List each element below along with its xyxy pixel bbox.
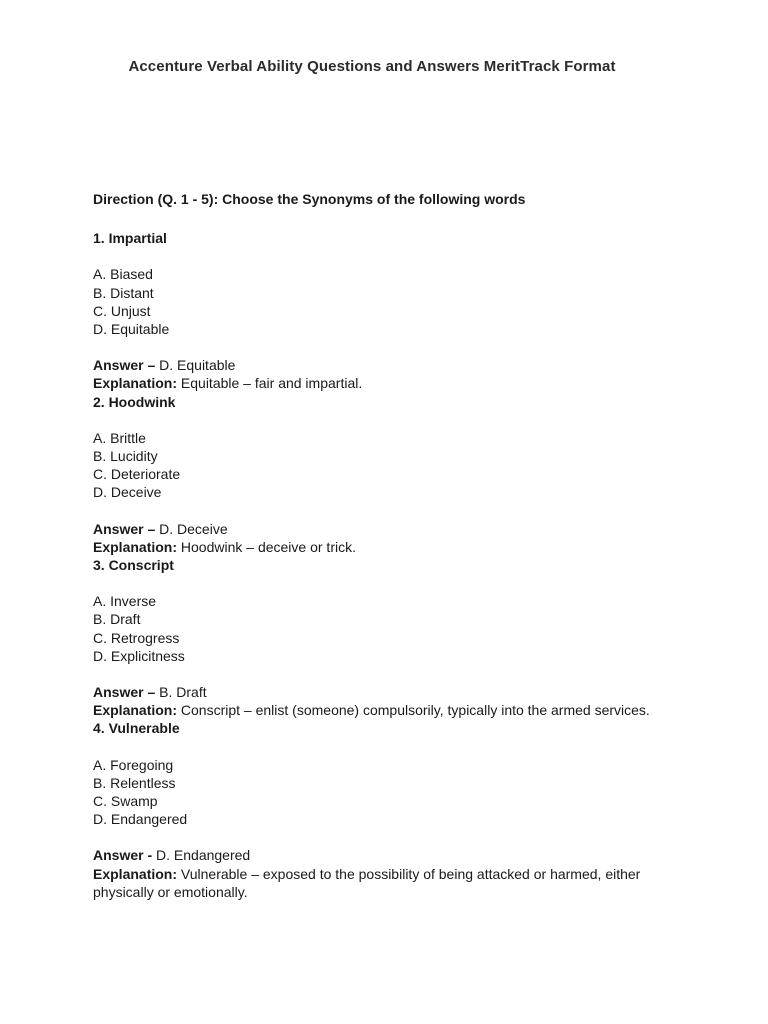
explanation-text: Vulnerable – exposed to the possibility of being attacked or harmed, either physically or emotionally. bbox=[93, 865, 641, 900]
document-title: Accenture Verbal Ability Questions and Answers MeritTrack Format bbox=[128, 58, 616, 75]
option-d: D. Equitable bbox=[93, 321, 170, 338]
option-a: A. Biased bbox=[93, 266, 153, 283]
option-b: B. Draft bbox=[93, 611, 141, 628]
option-list bbox=[93, 592, 693, 665]
question-title: 3. Conscript bbox=[93, 557, 174, 574]
explanation-label: Explanation: bbox=[93, 702, 178, 719]
option-c: C. Unjust bbox=[93, 302, 151, 319]
option-d: D. Deceive bbox=[93, 484, 162, 501]
explanation-text: Hoodwink – deceive or trick. bbox=[177, 538, 356, 555]
document-body bbox=[93, 190, 693, 901]
explanation-line bbox=[93, 865, 693, 901]
answer-label: Answer - bbox=[93, 847, 153, 864]
answer-value: D. Equitable bbox=[155, 357, 236, 374]
explanation-label: Explanation: bbox=[93, 865, 178, 882]
answer-line bbox=[93, 520, 693, 538]
question-2 bbox=[93, 393, 693, 556]
option-b: B. Relentless bbox=[93, 774, 176, 791]
option-list bbox=[93, 429, 693, 502]
option-b: B. Lucidity bbox=[93, 448, 158, 465]
answer-label: Answer – bbox=[93, 520, 156, 537]
explanation-line bbox=[93, 374, 693, 392]
direction-text: Direction (Q. 1 - 5): Choose the Synonyms of the following words bbox=[93, 191, 526, 207]
question-title: 1. Impartial bbox=[93, 230, 167, 247]
option-d: D. Endangered bbox=[93, 811, 188, 828]
option-c: C. Retrogress bbox=[93, 629, 180, 646]
answer-label: Answer – bbox=[93, 357, 156, 374]
explanation-line bbox=[93, 538, 693, 556]
option-a: A. Brittle bbox=[93, 429, 146, 446]
option-b: B. Distant bbox=[93, 284, 154, 301]
explanation-text: Equitable – fair and impartial. bbox=[177, 375, 363, 392]
explanation-label: Explanation: bbox=[93, 375, 178, 392]
answer-line bbox=[93, 356, 693, 374]
question-4 bbox=[93, 719, 693, 901]
option-c: C. Swamp bbox=[93, 793, 158, 810]
question-title: 4. Vulnerable bbox=[93, 720, 180, 737]
answer-value: B. Draft bbox=[155, 684, 207, 701]
option-list bbox=[93, 265, 693, 338]
answer-line bbox=[93, 846, 693, 864]
answer-line bbox=[93, 683, 693, 701]
option-a: A. Foregoing bbox=[93, 756, 174, 773]
question-1 bbox=[93, 229, 693, 392]
answer-value: D. Endangered bbox=[152, 847, 251, 864]
option-d: D. Explicitness bbox=[93, 647, 185, 664]
question-3 bbox=[93, 556, 693, 719]
answer-value: D. Deceive bbox=[155, 520, 228, 537]
explanation-label: Explanation: bbox=[93, 538, 178, 555]
answer-label: Answer – bbox=[93, 684, 156, 701]
option-a: A. Inverse bbox=[93, 593, 157, 610]
option-list bbox=[93, 756, 693, 829]
question-title: 2. Hoodwink bbox=[93, 393, 176, 410]
explanation-line bbox=[93, 701, 693, 719]
explanation-text: Conscript – enlist (someone) compulsorily, typically into the armed services. bbox=[177, 702, 650, 719]
option-c: C. Deteriorate bbox=[93, 466, 181, 483]
